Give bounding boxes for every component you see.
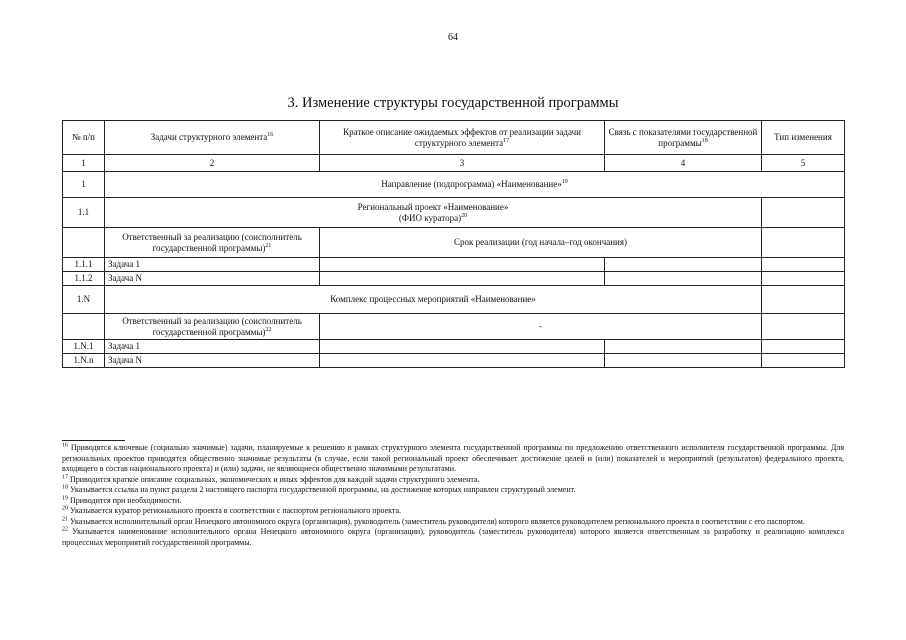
empty-cell — [605, 340, 762, 354]
task-row — [63, 340, 845, 354]
task-row — [63, 354, 845, 368]
footnote: $^{17}$ Приводится краткое описание социальных, экономических и иных эффектов для каждой задачи структурного элемента. — [62, 473, 480, 484]
header-effects: Краткое описание ожидаемых эффектов от реализации задачи структурного элемента$^{17}$ — [320, 121, 605, 155]
task-name: Задача N — [105, 272, 320, 286]
empty-cell — [320, 340, 605, 354]
footnote: $^{20}$ Указывается куратор регионального проекта в соответствии с паспортом регионального проекта. — [62, 505, 402, 515]
empty-cell — [605, 354, 762, 368]
column-number: 3 — [320, 155, 605, 172]
complex-num: 1.N — [63, 286, 105, 314]
empty-cell — [63, 314, 105, 340]
footnote: $^{18}$ Указывается ссылка на пункт раздела 2 настоящего паспорта государственной программы, на достижение которых направлен структурный элемент. — [62, 484, 576, 494]
direction-row — [63, 172, 845, 198]
footnote: $^{19}$ Приводится при необходимости. — [62, 494, 182, 505]
column-number: 1 — [63, 155, 105, 172]
table-header-row — [63, 121, 845, 155]
footnotes — [62, 440, 844, 548]
task-row — [63, 258, 845, 272]
task-name: Задача 1 — [105, 258, 320, 272]
responsible-row — [63, 228, 845, 258]
task-row — [63, 272, 845, 286]
empty-cell — [762, 340, 845, 354]
footnote: $^{22}$ Указывается наименование исполнительного органа Ненецкого автономного округа (организации), руководитель (заместитель руководителя) которого является ответственным за разработку и реализацию комплекса процессных мероприятий государственной программы. — [62, 526, 844, 547]
column-number-row — [63, 155, 845, 172]
column-number: 4 — [605, 155, 762, 172]
empty-cell — [762, 258, 845, 272]
empty-cell — [762, 272, 845, 286]
empty-cell — [320, 258, 605, 272]
page-number: 64 — [448, 32, 458, 43]
header-indicators: Связь с показателями государственной программы$^{18}$ — [605, 121, 762, 155]
complex-row — [63, 286, 845, 314]
task-num: 1.N.1 — [63, 340, 105, 354]
complex-title: Комплекс процессных мероприятий «Наименование» — [105, 286, 762, 314]
column-number: 5 — [762, 155, 845, 172]
direction-num: 1 — [63, 172, 105, 198]
footnote: $^{16}$ Приводятся ключевые (социально значимые) задачи, планируемые к решению в рамках структурного элемента государственной программы по предложению ответственного исполнителя государственной программы. Для региональных проектов приводятся общественно значимые результаты (в случае, если такой региональный проект обеспечивает достижение целей и (или) показателей и мероприятий (результатов) федерального проекта, входящего в состав национального проекта) и (или) задачи, не являющиеся общественно значимыми результатами. — [62, 442, 845, 473]
header-tasks: Задачи структурного элемента$^{16}$ — [105, 121, 320, 155]
direction-title: Направление (подпрограмма) «Наименование»$^{19}$ — [105, 172, 845, 198]
responsible-value: - — [320, 314, 762, 340]
header-num: № п/п — [63, 121, 105, 155]
structure-table — [62, 120, 845, 368]
column-number: 2 — [105, 155, 320, 172]
task-num: 1.N.n — [63, 354, 105, 368]
task-num: 1.1.2 — [63, 272, 105, 286]
regional-num: 1.1 — [63, 198, 105, 228]
footnote-separator — [62, 440, 125, 441]
empty-cell — [63, 228, 105, 258]
footnote: $^{21}$ Указывается исполнительный орган Ненецкого автономного округа (организация), руководитель (заместитель руководителя) которого является руководителем регионального проекта в соответствии с его паспортом. — [62, 515, 805, 526]
empty-cell — [762, 286, 845, 314]
responsible-row — [63, 314, 845, 340]
task-num: 1.1.1 — [63, 258, 105, 272]
empty-cell — [605, 258, 762, 272]
empty-cell — [762, 314, 845, 340]
task-name: Задача 1 — [105, 340, 320, 354]
responsible-label: Ответственный за реализацию (соисполнитель государственной программы)$^{21}$ — [105, 228, 320, 258]
responsible-label: Ответственный за реализацию (соисполнитель государственной программы)$^{22}$ — [105, 314, 320, 340]
empty-cell — [320, 272, 605, 286]
empty-cell — [762, 228, 845, 258]
empty-cell — [605, 272, 762, 286]
regional-title: Региональный проект «Наименование» (ФИО куратора)$^{20}$ — [105, 198, 762, 228]
empty-cell — [320, 354, 605, 368]
regional-project-row — [63, 198, 845, 228]
task-name: Задача N — [105, 354, 320, 368]
implementation-term: Срок реализации (год начала–год окончания) — [320, 228, 762, 258]
empty-cell — [762, 354, 845, 368]
header-change-type: Тип изменения — [762, 121, 845, 155]
empty-cell — [762, 198, 845, 228]
section-title: 3. Изменение структуры государственной программы — [287, 95, 619, 111]
